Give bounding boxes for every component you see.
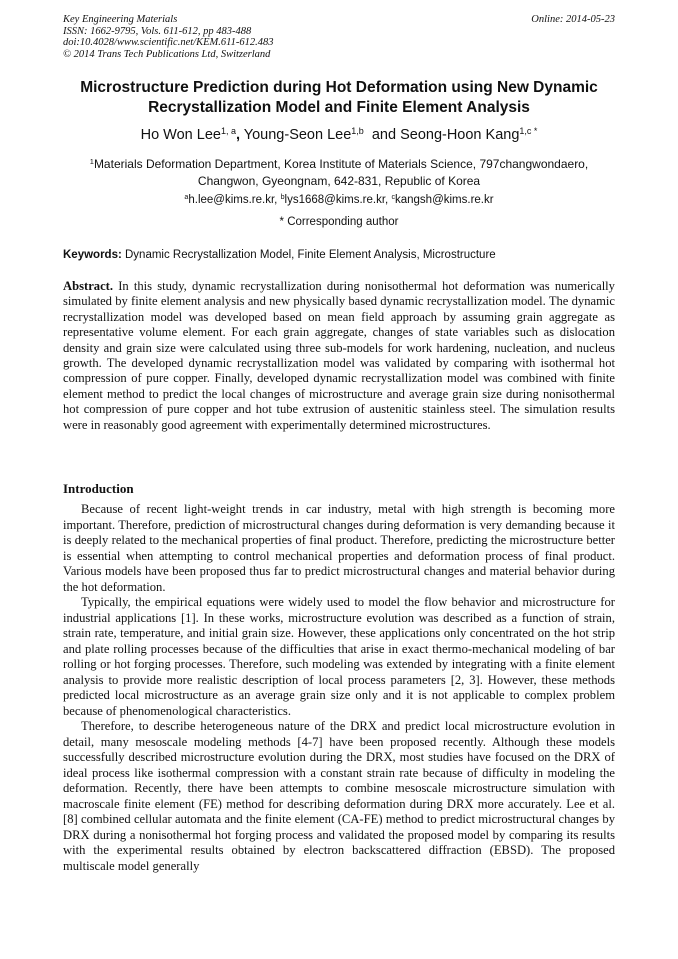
author-name: Ho Won Lee	[140, 127, 221, 143]
section-heading-introduction: Introduction	[63, 481, 134, 496]
title-line-1: Microstructure Prediction during Hot Deformation using New Dynamic	[80, 79, 598, 96]
author-name: Seong-Hoon Kang	[400, 127, 520, 143]
corresponding-author-note: * Corresponding author	[279, 216, 399, 228]
email-sup: a	[184, 193, 189, 202]
issn: ISSN: 1662-9795, Vols. 611-612, pp 483-488	[63, 25, 252, 37]
doi: doi:10.4028/www.scientific.net/KEM.611-612.483	[63, 37, 274, 49]
keywords-text: Dynamic Recrystallization Model, Finite Element Analysis, Microstructure	[125, 249, 496, 261]
paragraph: Therefore, to describe heterogeneous nature of the DRX and predict local microstructure evolution in detail, many mesoscale modeling methods [4-7] have been proposed recently. Although these models successfully described microstructure evolution during the DRX, most studies have focused on the DRX of ideal process like isothermal compression with a constant strain rate because of difficulty in modeling the deformation. Recently, there have been attempts to combine mesoscale microstructure simulation with macroscale finite element (FE) method for describing deformation during DRX more accurately. Lee et al. [8] combined cellular automata and the finite element (CA-FE) method to predict microstructural changes by DRX during a nonisothermal hot forging process and validated the proposed model by comparing its results with the experimental results obtained by electron backscattered diffraction (EBSD). The proposed multiscale model generally	[63, 719, 615, 873]
keywords-label: Keywords:	[63, 249, 122, 261]
author-separator: and	[371, 127, 397, 143]
email[interactable]: kangsh@kims.re.kr	[395, 194, 494, 206]
affil-line-1: Materials Deformation Department, Korea Institute of Materials Science, 797changwondaero,	[93, 157, 589, 171]
email[interactable]: lys1668@kims.re.kr	[284, 194, 386, 206]
author-list	[40, 127, 638, 143]
email-list: $^a$h.lee@kims.re.kr, $^b$lys1668@kims.re.kr, $^c$kangsh@kims.re.kr	[184, 193, 494, 206]
paragraph: Because of recent light-weight trends in car industry, metal with high strength is becoming more important. Therefore, prediction of microstructural changes during deformation is very demanding because it is deeply related to the mechanical properties of final product. Therefore, predicting the microstructure better is essential when attempting to control mechanical properties and deformation process of final product. Various models have been proposed thus far to predict microstructural changes and material behavior during the hot deformation.	[63, 502, 615, 594]
online-date: Online: 2014-05-23	[531, 14, 615, 25]
journal-name: Key Engineering Materials	[63, 14, 178, 25]
keywords	[63, 249, 615, 261]
author-affil-sup: 1,c *	[519, 126, 538, 137]
email[interactable]: h.lee@kims.re.kr	[188, 194, 275, 206]
abstract-text: In this study, dynamic recrystallization during nonisothermal hot deformation was numerically simulated by finite element analysis and new physically based dynamic recrystallization model. The dynamic recrystallization model was developed based on mean field approach by assuming grain aggregate as representative volume element. For each grain aggregate, changes of state variables such as dislocation density and grain size were calculated using three sub-models for work hardening, nucleation, and nucleus growth. The developed dynamic recrystallization model was validated by comparing with isothermal hot compression of pure copper. Finally, developed dynamic recrystallization model was combined with finite element method to predict the local changes of microstructure and average grain size during nonisothermal hot compression of pure copper and hot tube extrusion of austenitic stainless steel. The simulation results were in reasonably good agreement with experimentally determined microstructures.	[63, 279, 615, 432]
affil-line-2: Changwon, Gyeongnam, 642-831, Republic of Korea	[197, 174, 481, 188]
author-affil-sup: 1,b	[351, 126, 364, 137]
author-name: Young-Seon Lee	[243, 127, 352, 143]
email-sup: b	[280, 193, 285, 202]
title-line-2: Recrystallization Model and Finite Element Analysis	[148, 99, 530, 116]
introduction-body	[63, 502, 615, 874]
copyright: © 2014 Trans Tech Publications Ltd, Switzerland	[63, 48, 271, 60]
affiliation	[60, 156, 618, 190]
email-sup: c	[391, 193, 395, 202]
author-affil-sup: 1, a	[220, 126, 236, 137]
affil-sup: 1	[89, 156, 94, 166]
paper-title	[40, 78, 638, 118]
abstract-label: Abstract.	[63, 279, 114, 293]
abstract	[63, 279, 615, 433]
journal-header	[63, 14, 615, 60]
paragraph: Typically, the empirical equations were widely used to model the flow behavior and microstructure for industrial applications [1]. In these works, microstructure evolution was described as a function of strain, strain rate, temperature, and initial grain size. However, these applications only concentrated on the hot strip and plate rolling processes because of the difficulties that arise in exact thermo-mechanical modeling of bar rolling or hot forging processes. Therefore, such modeling was extended by integrating with a finite element analysis to provide more realistic description of local process parameters [2, 3]. However, these methods predicted local microstructure as an average grain size only and it is not applicable to complex problem because of phenomenological characteristics.	[63, 595, 615, 718]
author-separator: ,	[235, 127, 240, 143]
